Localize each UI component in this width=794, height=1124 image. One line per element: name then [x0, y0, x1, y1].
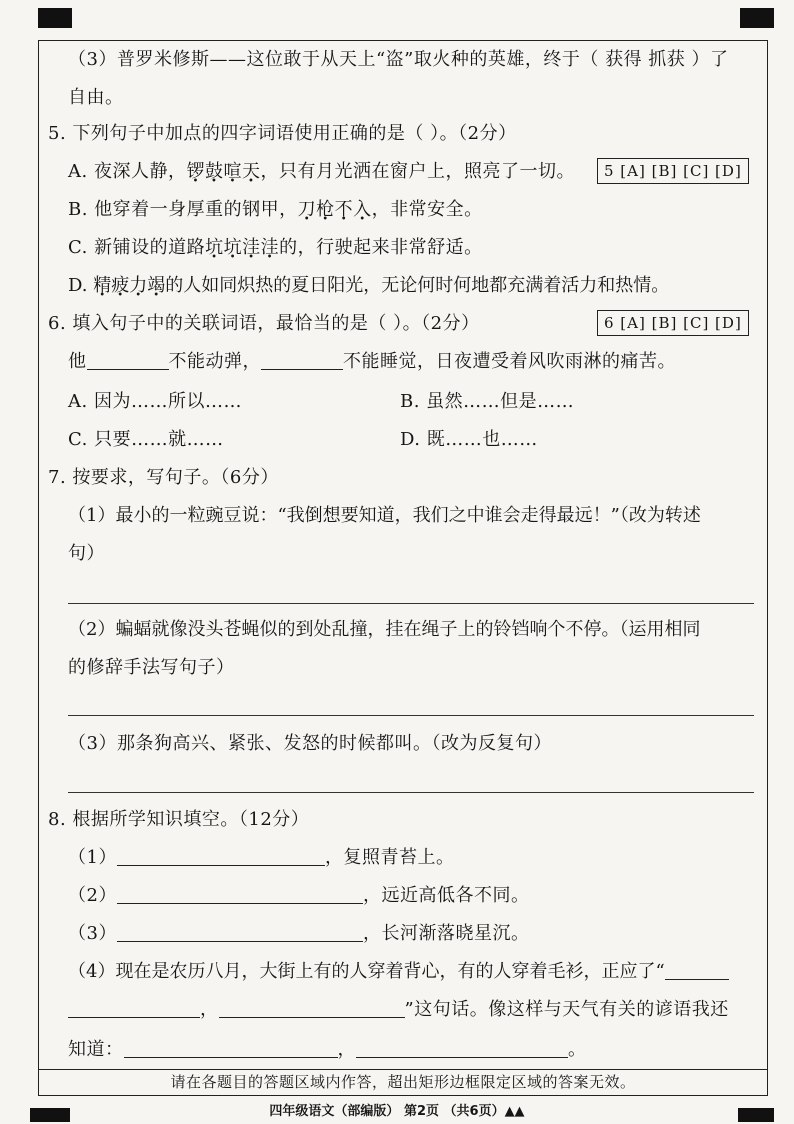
q5-d-pre: D. — [68, 275, 94, 296]
q4-3-line2: 自由。 — [68, 87, 124, 108]
q8-4-blank-4[interactable] — [124, 1039, 338, 1058]
q5-b-dot-4: 入 — [353, 199, 372, 220]
q6-option-c: C. 只要……就…… — [68, 429, 224, 450]
q8-4-line3-pre: 知道： — [68, 1039, 124, 1060]
q8-2-num: （2） — [68, 885, 117, 906]
q7-stem: 7. 按要求，写句子。（6分） — [48, 467, 279, 488]
answer-area-notice: 请在各题目的答题区域内作答，超出矩形边框限定区域的答案无效。 — [38, 1070, 768, 1096]
q5-b-post: ，非常安全。 — [371, 199, 483, 220]
q6-blank-2[interactable] — [261, 351, 343, 370]
q5-option-c — [68, 236, 483, 260]
q6-blank-1[interactable] — [87, 351, 169, 370]
q7-3-answer-line[interactable] — [68, 792, 754, 793]
q8-4-blank-5[interactable] — [356, 1039, 568, 1058]
q6-sentence-b: 不能动弹， — [168, 351, 261, 372]
q8-4-comma: ， — [200, 999, 219, 1020]
q7-1-answer-line[interactable] — [68, 603, 754, 604]
q5-a-dot-2: 鼓 — [204, 161, 224, 182]
q6-sentence — [68, 350, 676, 374]
q8-4-line1-text: （4）现在是农历八月，大街上有的人穿着背心，有的人穿着毛衫，正应了“ — [68, 961, 665, 982]
q5-c-dot-4: 洼 — [260, 237, 280, 258]
q5-a-dot-4: 天 — [241, 161, 261, 182]
q7-2-line2: 的修辞手法写句子） — [68, 657, 235, 678]
q8-item-3 — [68, 922, 529, 946]
q7-2-line1: （2）蝙蝠就像没头苍蝇似的到处乱撞，挂在绳子上的铃铛响个不停。（运用相同 — [68, 619, 701, 640]
q7-1-line1: （1）最小的一粒豌豆说：“我倒想要知道，我们之中谁会走得最远！”（改为转述 — [68, 505, 701, 526]
q8-4-blank-1[interactable] — [665, 961, 729, 980]
q8-4-line3-end: 。 — [568, 1039, 587, 1060]
q8-2-text: ，远近高低各不同。 — [362, 885, 530, 906]
q5-answer-box[interactable]: 5 [A] [B] [C] [D] — [597, 158, 749, 184]
q8-4-line2-text: ”这句话。像这样与天气有关的谚语我还 — [404, 999, 729, 1020]
q5-a-pre: A. 夜深人静， — [68, 161, 187, 182]
q6-option-b: B. 虽然……但是…… — [400, 391, 575, 412]
q6-option-a: A. 因为……所以…… — [68, 391, 242, 412]
q5-a-dot-1: 锣 — [186, 161, 205, 182]
q5-d-dot-1: 精 — [93, 275, 112, 296]
q5-c-pre: C. 新铺设的道路 — [68, 237, 206, 258]
q8-item-4-line1 — [68, 960, 729, 984]
q6-option-d: D. 既……也…… — [400, 429, 538, 450]
answer-area-frame — [38, 40, 768, 1070]
q4-3-line1: （3）普罗米修斯——这位敢于从天上“盗”取火种的英雄，终于（ 获得 抓获 ）了 — [68, 49, 729, 70]
q5-a-dot-3: 喧 — [223, 161, 242, 182]
q5-c-post: 的，行驶起来非常舒适。 — [279, 237, 483, 258]
q8-1-num: （1） — [68, 847, 117, 868]
q8-item-1 — [68, 846, 454, 870]
q8-4-blank-2[interactable] — [68, 999, 200, 1018]
q5-b-pre: B. 他穿着一身厚重的钢甲， — [68, 199, 298, 220]
q8-1-text: ，复照青苔上。 — [324, 847, 455, 868]
q8-item-2 — [68, 884, 529, 908]
page-footer: 四年级语文（部编版） 第2页 （共6页）▲▲ — [269, 1104, 525, 1119]
q5-c-dot-1: 坑 — [205, 237, 224, 258]
q7-3-line1: （3）那条狗高兴、紧张、发怒的时候都叫。（改为反复句） — [68, 733, 552, 754]
q5-option-d — [68, 274, 669, 298]
q8-2-blank[interactable] — [117, 885, 363, 904]
q5-option-b — [68, 198, 483, 222]
q5-option-a — [68, 160, 575, 184]
q5-d-dot-4: 竭 — [147, 275, 166, 296]
q6-sentence-c: 不能睡觉，日夜遭受着风吹雨淋的痛苦。 — [343, 351, 676, 372]
registration-mark-top-left — [38, 8, 72, 28]
q5-stem: 5. 下列句子中加点的四字词语使用正确的是（ ）。（2分） — [48, 123, 517, 144]
q5-b-dot-2: 枪 — [316, 199, 335, 220]
q8-4-blank-3[interactable] — [219, 999, 405, 1018]
q6-sentence-a: 他 — [68, 351, 87, 372]
q5-c-dot-2: 坑 — [223, 237, 243, 258]
q8-1-blank[interactable] — [117, 847, 325, 866]
q5-c-dot-3: 洼 — [242, 237, 261, 258]
q8-item-4-line3 — [68, 1038, 587, 1062]
q8-4-line3-mid: ， — [337, 1039, 356, 1060]
q8-item-4-line2 — [68, 998, 729, 1022]
q5-b-dot-1: 刀 — [297, 199, 317, 220]
q8-3-num: （3） — [68, 923, 117, 944]
q6-answer-box[interactable]: 6 [A] [B] [C] [D] — [597, 310, 749, 336]
q8-3-blank[interactable] — [117, 923, 363, 942]
q8-stem: 8. 根据所学知识填空。（12分） — [48, 809, 310, 830]
q5-d-post: 的人如同炽热的夏日阳光，无论何时何地都充满着活力和热情。 — [165, 275, 670, 296]
q5-d-dot-2: 疲 — [111, 275, 130, 296]
q7-2-answer-line[interactable] — [68, 715, 754, 716]
q5-d-dot-3: 力 — [129, 275, 148, 296]
registration-mark-top-right — [740, 8, 774, 28]
q7-1-line2: 句） — [68, 543, 105, 564]
q8-3-text: ，长河渐落晓星沉。 — [362, 923, 530, 944]
q5-a-post: ，只有月光洒在窗户上，照亮了一切。 — [260, 161, 575, 182]
q6-stem: 6. 填入句子中的关联词语，最恰当的是（ ）。（2分） — [48, 313, 480, 334]
q5-b-dot-3: 不 — [334, 199, 354, 220]
